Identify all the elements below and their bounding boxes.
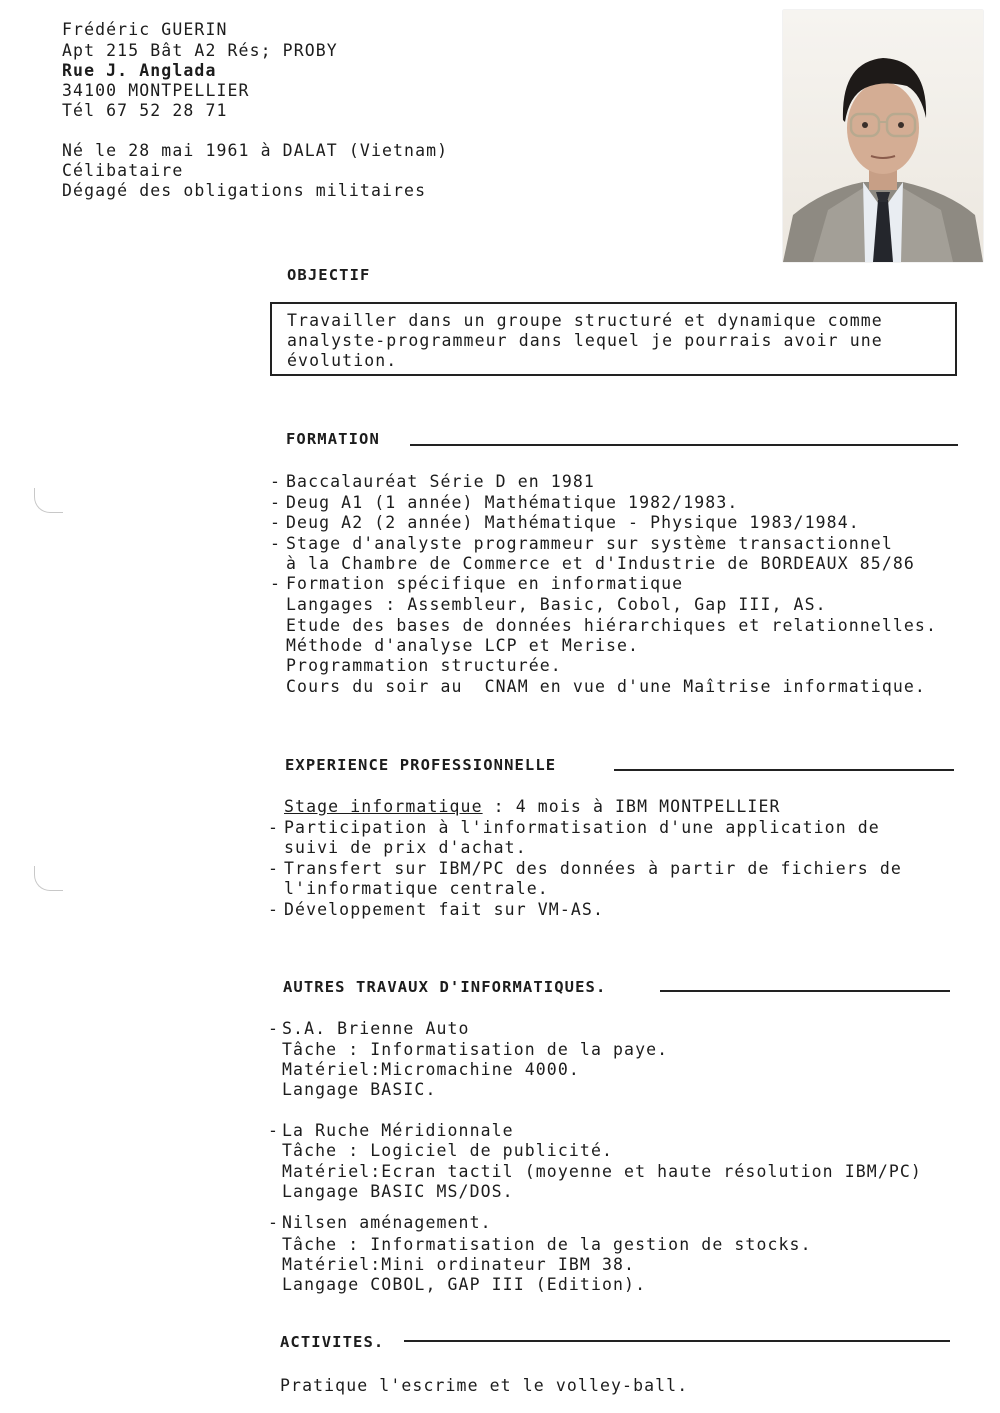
activites-heading: ACTIVITES. [280,1333,385,1351]
portrait-image [783,10,983,262]
bullet-dash: - [270,513,282,532]
formation-rule [410,444,958,446]
experience-item: Développement fait sur VM-AS. [284,900,604,919]
bullet-dash: - [270,574,282,593]
formation-item: Stage d'analyste programmeur sur système transactionnel [286,534,893,553]
phone-number: Tél 67 52 28 71 [62,101,228,120]
experience-item: Participation à l'informatisation d'une application de [284,818,880,837]
activites-text: Pratique l'escrime et le volley-ball. [280,1376,689,1395]
stage-line [284,797,781,817]
bullet-dash: - [270,534,282,553]
autres-heading: AUTRES TRAVAUX D'INFORMATIQUES. [283,978,607,996]
formation-item: Programmation structurée. [286,656,562,675]
punch-hole-mark [34,488,63,513]
formation-item: Méthode d'analyse LCP et Merise. [286,636,640,655]
project-task: Tâche : Informatisation de la gestion de stocks. [282,1235,812,1254]
address-line-2: Rue J. Anglada [62,61,217,80]
bullet-dash: - [268,900,280,919]
bullet-dash: - [268,818,280,837]
bullet-dash: - [268,859,280,878]
bullet-dash: - [268,1213,280,1232]
project-name: La Ruche Méridionnale [282,1121,514,1140]
experience-item: l'informatique centrale. [284,879,549,898]
military-status: Dégagé des obligations militaires [62,181,427,200]
objective-heading: OBJECTIF [287,266,371,284]
formation-item: Baccalauréat Série D en 1981 [286,472,595,491]
project-language: Langage BASIC. [282,1080,437,1099]
formation-item: Cours du soir au CNAM en vue d'une Maîtrise informatique. [286,677,926,696]
formation-item: Formation spécifique en informatique [286,574,684,593]
bullet-dash: - [268,1121,280,1140]
bullet-dash: - [268,1019,280,1038]
stage-label: Stage informatique [284,797,483,816]
formation-item: Etude des bases de données hiérarchiques et relationnelles. [286,616,937,635]
project-hardware: Matériel:Micromachine 4000. [282,1060,580,1079]
experience-item: suivi de prix d'achat. [284,838,527,857]
birth-info: Né le 28 mai 1961 à DALAT (Vietnam) [62,141,449,160]
bullet-dash: - [270,493,282,512]
project-hardware: Matériel:Mini ordinateur IBM 38. [282,1255,636,1274]
experience-rule [614,769,954,771]
portrait-photo [783,10,983,262]
formation-item: Deug A2 (2 année) Mathématique - Physique 1983/1984. [286,513,860,532]
formation-item: à la Chambre de Commerce et d'Industrie de BORDEAUX 85/86 [286,554,915,573]
autres-rule [660,990,950,992]
formation-item: Deug A1 (1 année) Mathématique 1982/1983. [286,493,739,512]
objective-line: évolution. [287,351,398,370]
project-name: S.A. Brienne Auto [282,1019,470,1038]
project-task: Tâche : Logiciel de publicité. [282,1141,614,1160]
project-task: Tâche : Informatisation de la paye. [282,1040,669,1059]
activites-rule [404,1340,950,1342]
formation-heading: FORMATION [286,430,380,448]
stage-detail: : 4 mois à IBM MONTPELLIER [482,797,781,816]
objective-line: Travailler dans un groupe structuré et dynamique comme [287,311,883,330]
project-name: Nilsen aménagement. [282,1213,492,1232]
project-language: Langage BASIC MS/DOS. [282,1182,514,1201]
project-hardware: Matériel:Ecran tactil (moyenne et haute résolution IBM/PC) [282,1162,922,1181]
bullet-dash: - [270,472,282,491]
formation-item: Langages : Assembleur, Basic, Cobol, Gap III, AS. [286,595,827,614]
punch-hole-mark [34,866,63,891]
address-city: 34100 MONTPELLIER [62,81,250,100]
address-line-1: Apt 215 Bât A2 Rés; PROBY [62,41,338,60]
objective-line: analyste-programmeur dans lequel je pourrais avoir une [287,331,883,350]
candidate-name: Frédéric GUERIN [62,20,228,39]
experience-item: Transfert sur IBM/PC des données à partir de fichiers de [284,859,902,878]
project-language: Langage COBOL, GAP III (Edition). [282,1275,647,1294]
experience-heading: EXPERIENCE PROFESSIONNELLE [285,756,557,774]
marital-status: Célibataire [62,161,184,180]
